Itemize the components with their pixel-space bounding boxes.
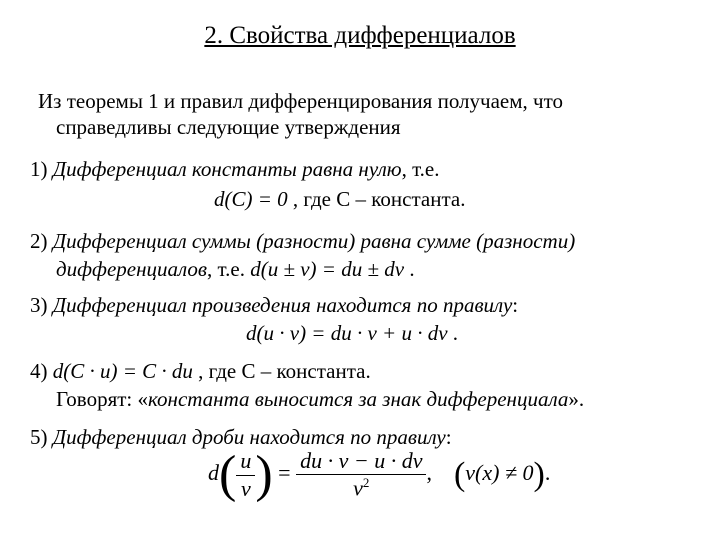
- intro-line-2: справедливы следующие утверждения: [56, 115, 401, 139]
- item-3-end: .: [447, 321, 459, 345]
- u-over-v: [236, 448, 255, 502]
- u-numerator: u: [236, 448, 255, 475]
- item-2-line-1: Дифференциал суммы (разности) равна сумме (разности): [52, 229, 576, 253]
- item-4-formula: d(C · u) = C · du: [52, 359, 193, 383]
- item-3-formula-line: [246, 320, 458, 346]
- cond-left-paren: (: [453, 456, 466, 494]
- item-2-line-2: [56, 256, 415, 282]
- v-denominator: v: [240, 475, 251, 501]
- item-2-line-2-italic: дифференциалов: [56, 257, 208, 281]
- item-1-formula-line: [214, 186, 465, 212]
- item-2-formula: d(u ± v) = du ± dv: [250, 257, 405, 281]
- item-1-text: Дифференциал константы равна нулю: [52, 157, 402, 181]
- item-5-number: 5): [30, 425, 53, 449]
- item-5-comma: ,: [426, 460, 432, 486]
- item-1: [30, 156, 439, 182]
- item-4-note: , где C – константа.: [192, 359, 371, 383]
- item-5-colon: :: [445, 425, 452, 449]
- item-3: [30, 292, 518, 318]
- quotient-fraction: [296, 448, 426, 502]
- item-4-said: Говорят: «: [56, 387, 148, 411]
- intro-line-1: Из теоремы 1 и правил дифференцирования получаем, что: [38, 89, 563, 113]
- item-5-text: Дифференциал дроби находится по правилу: [52, 425, 446, 449]
- quotient-denominator: [296, 475, 426, 502]
- item-5-condition: v(x) ≠ 0: [465, 460, 534, 486]
- item-5-d: d: [208, 460, 219, 486]
- item-5-eq: =: [278, 460, 291, 486]
- item-4-saying: [56, 386, 584, 412]
- item-1-formula: d(C) = 0: [214, 187, 288, 211]
- item-2: [30, 228, 575, 254]
- item-2-end: .: [404, 257, 415, 281]
- item-1-number: 1): [30, 157, 53, 181]
- item-5: [30, 424, 452, 450]
- denominator-exponent: 2: [362, 475, 370, 491]
- item-4-number: 4): [30, 359, 53, 383]
- quotient-numerator: du · v − u · dv: [296, 448, 426, 475]
- left-paren: (: [219, 446, 237, 504]
- item-3-colon: :: [512, 293, 519, 317]
- item-4-said-italic: константа выносится за знак дифференциала: [148, 387, 569, 411]
- item-1-note: , где C – константа.: [287, 187, 466, 211]
- item-3-text: Дифференциал произведения находится по правилу: [52, 293, 513, 317]
- slide-title: 2. Свойства дифференциалов: [204, 22, 516, 49]
- item-2-line-2-tail: , т.е.: [207, 257, 251, 281]
- item-3-formula: d(u · v) = du · v + u · dv: [246, 321, 448, 345]
- item-5-end: .: [544, 460, 551, 486]
- item-4: [30, 358, 371, 384]
- item-5-formula: [208, 448, 550, 502]
- item-3-number: 3): [30, 293, 53, 317]
- denominator-base: v: [353, 475, 363, 501]
- item-2-number: 2): [30, 229, 53, 253]
- right-paren: ): [255, 446, 273, 504]
- item-1-tail: , т.е.: [401, 157, 440, 181]
- item-4-said-end: ».: [568, 387, 585, 411]
- cond-right-paren: ): [533, 456, 545, 494]
